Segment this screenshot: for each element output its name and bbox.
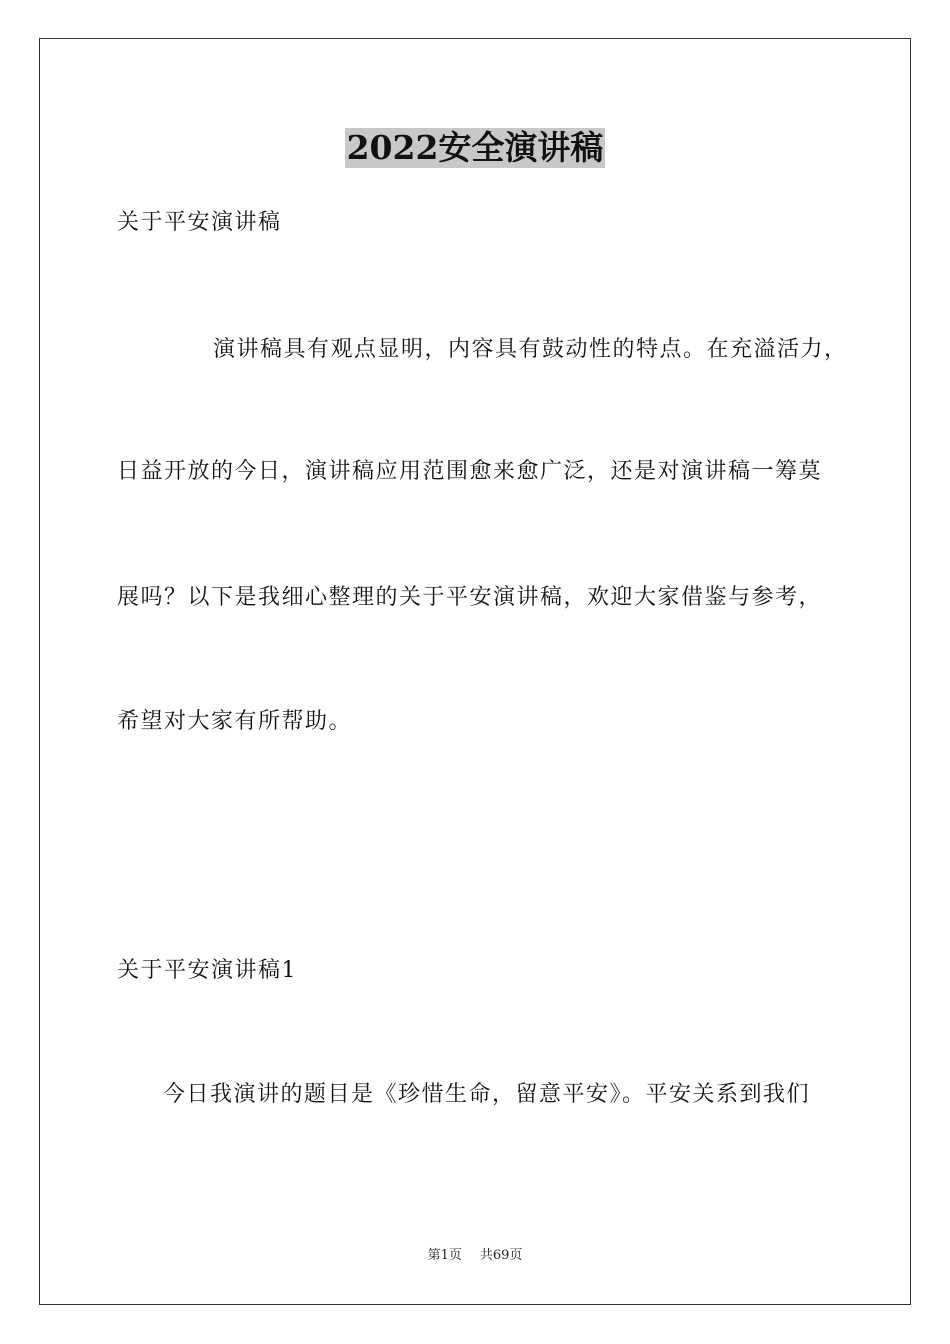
main-heading: 关于平安演讲稿 xyxy=(117,210,282,235)
intro-line-3: 展吗？以下是我细心整理的关于平安演讲稿，欢迎大家借鉴与参考， xyxy=(117,585,823,610)
intro-line-2: 日益开放的今日，演讲稿应用范围愈来愈广泛，还是对演讲稿一筹莫 xyxy=(117,459,823,484)
title-container xyxy=(0,128,950,168)
page-footer xyxy=(0,1247,950,1265)
page-number: 第1页 xyxy=(427,1248,462,1263)
intro-line-1: 演讲稿具有观点显明，内容具有鼓动性的特点。在充溢活力， xyxy=(213,337,848,362)
page-total: 共69页 xyxy=(479,1248,523,1263)
document-title: 2022安全演讲稿 xyxy=(346,128,604,167)
intro-line-4: 希望对大家有所帮助。 xyxy=(117,709,353,734)
section-paragraph-line-1: 今日我演讲的题目是《珍惜生命，留意平安》。平安关系到我们 xyxy=(163,1082,811,1107)
section-heading: 关于平安演讲稿1 xyxy=(117,958,297,983)
